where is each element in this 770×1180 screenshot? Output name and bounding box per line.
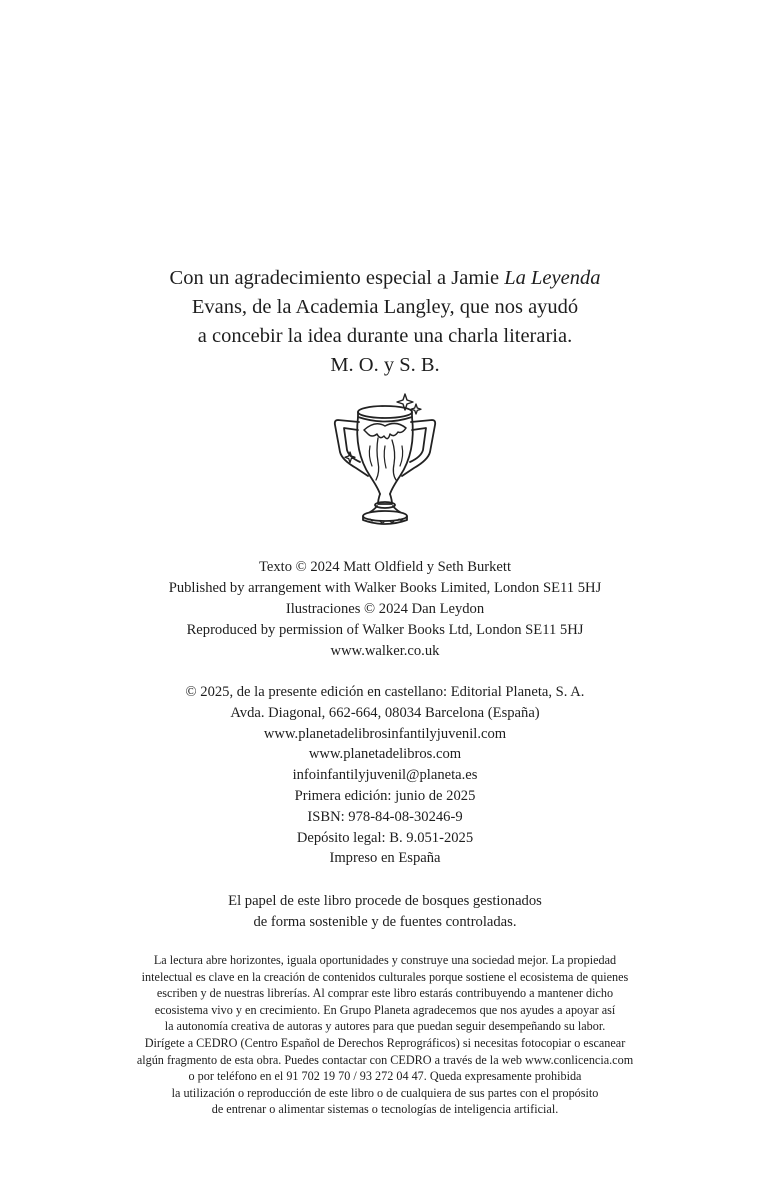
publisher-line: Primera edición: junio de 2025 — [294, 787, 476, 804]
credit-line: www.walker.co.uk — [330, 643, 440, 659]
credit-line: Texto © 2024 Matt Oldfield y Seth Burkett — [258, 559, 512, 575]
nickname-italic: La Leyenda — [504, 267, 601, 289]
credits-block — [0, 557, 770, 662]
dedication-line: a concebir la idea durante una charla literaria. — [197, 325, 573, 347]
legal-line: La lectura abre horizontes, iguala oportunidades y construye una sociedad mejor. La propiedad — [153, 953, 617, 967]
paper-note — [0, 891, 770, 933]
credit-line: Reproduced by permission of Walker Books Ltd, London SE11 5HJ — [186, 622, 584, 638]
publisher-line: Avda. Diagonal, 662-664, 08034 Barcelona (España) — [230, 704, 540, 721]
dedication-text: Con un agradecimiento especial a Jamie — [169, 267, 505, 289]
legal-notice — [0, 952, 770, 1118]
legal-line: ecosistema vivo y en crecimiento. En Grupo Planeta agradecemos que nos ayudes a apoyar así — [154, 1002, 616, 1017]
legal-line: escriben y de nuestras librerías. Al comprar este libro estarás contribuyendo a mantener dicho — [156, 986, 614, 1001]
trophy-icon — [330, 390, 440, 530]
legal-line: la autonomía creativa de autoras y autores para que puedan seguir desempeñando su labor. — [164, 1019, 606, 1034]
legal-line: o por teléfono en el 91 702 19 70 / 93 272 04 47. Queda expresamente prohibida — [188, 1069, 582, 1084]
publisher-block — [0, 682, 770, 869]
legal-line: la utilización o reproducción de este libro o de cualquiera de sus partes con el propósito — [171, 1085, 599, 1100]
dedication-signature: M. O. y S. B. — [330, 354, 440, 376]
legal-deposit-line: Depósito legal: B. 9.051-2025 — [296, 829, 474, 846]
publisher-line: www.planetadelibrosinfantilyjuvenil.com — [263, 725, 507, 742]
isbn-line: ISBN: 978-84-08-30246-9 — [307, 808, 463, 825]
dedication-line: Evans, de la Academia Langley, que nos ayudó — [191, 296, 579, 318]
credit-line: Ilustraciones © 2024 Dan Leydon — [285, 601, 485, 617]
publisher-line: infoinfantilyjuvenil@planeta.es — [292, 767, 478, 784]
credit-line: Published by arrangement with Walker Books Limited, London SE11 5HJ — [168, 580, 602, 596]
dedication — [0, 264, 770, 380]
publisher-line: www.planetadelibros.com — [308, 746, 462, 763]
dedication-line — [0, 264, 770, 293]
publisher-line: Impreso en España — [329, 850, 441, 867]
legal-line: de entrenar o alimentar sistemas o tecnologías de inteligencia artificial. — [211, 1102, 559, 1117]
publisher-line: © 2025, de la presente edición en castellano: Editorial Planeta, S. A. — [185, 684, 585, 700]
legal-line: Dirígete a CEDRO (Centro Español de Derechos Reprográficos) si necesitas fotocopiar o escanear — [144, 1035, 626, 1050]
legal-line: algún fragmento de esta obra. Puedes contactar con CEDRO a través de la web www.conlicencia.com — [136, 1052, 634, 1067]
legal-line: intelectual es clave en la creación de contenidos culturales porque sostiene el ecosistema de quienes — [141, 969, 629, 984]
paper-note-line: de forma sostenible y de fuentes controladas. — [253, 914, 517, 930]
paper-note-line: El papel de este libro procede de bosques gestionados — [228, 893, 542, 909]
